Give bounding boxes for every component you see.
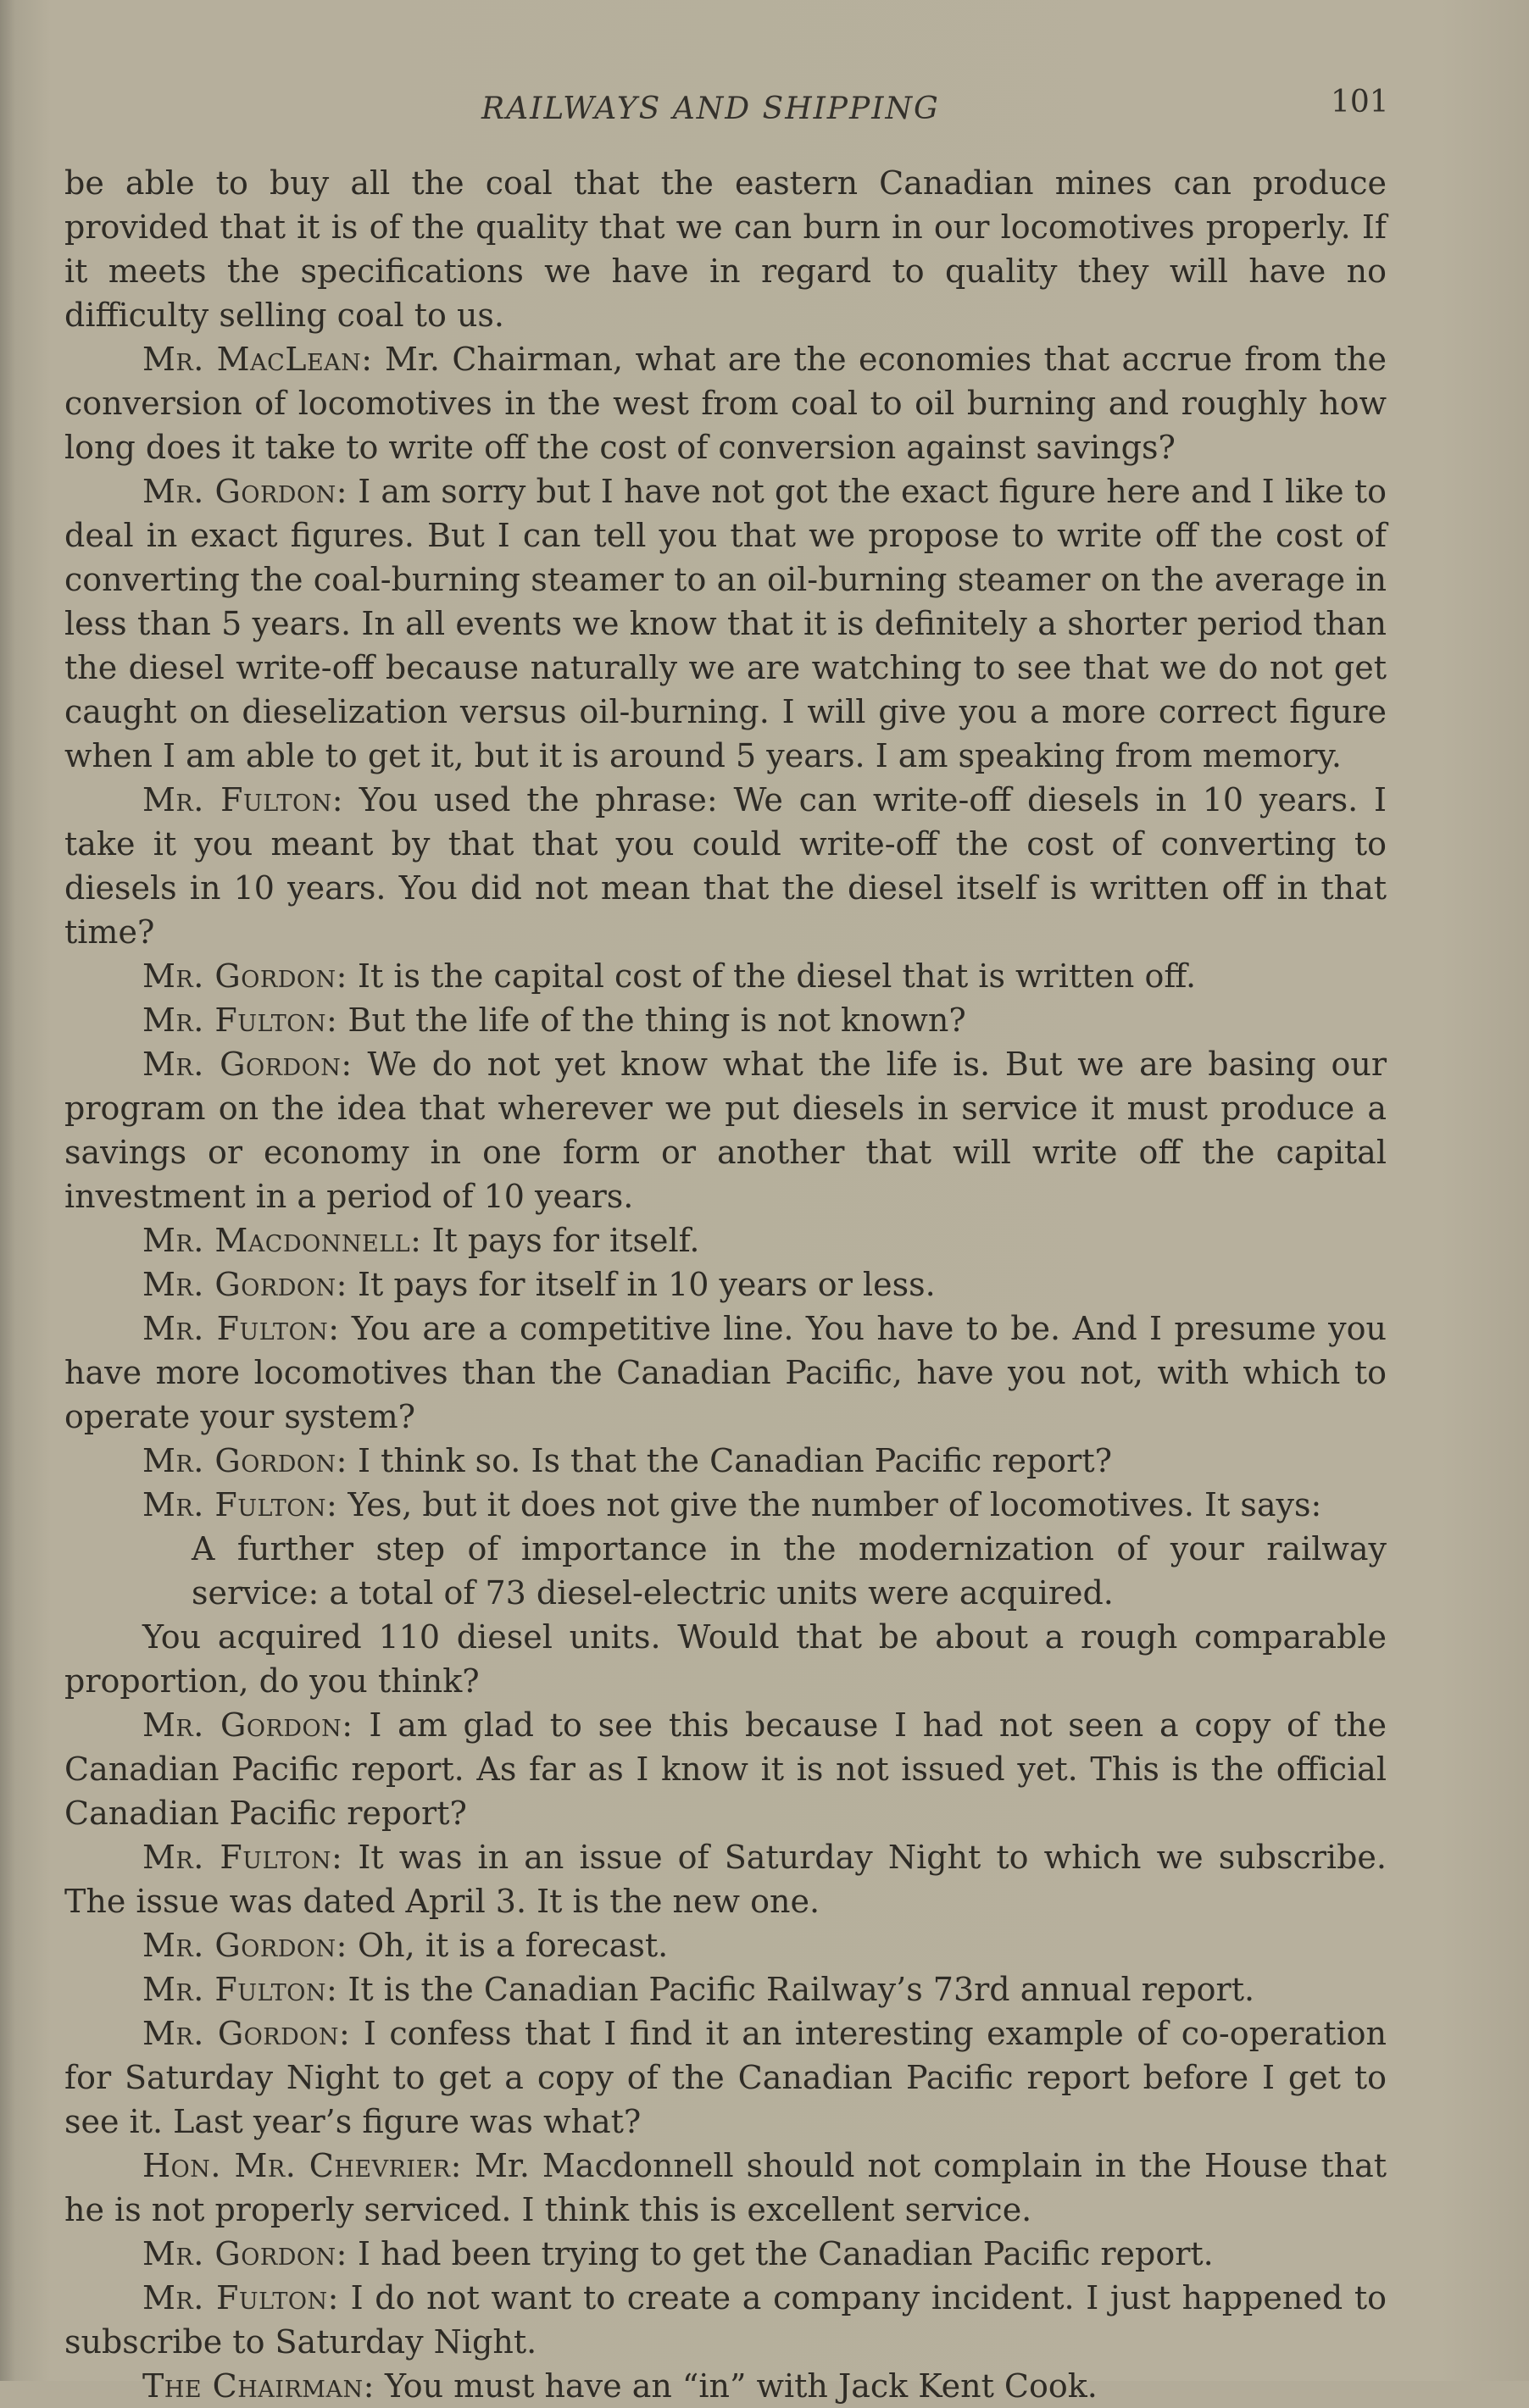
paragraph-7 (64, 1218, 1387, 1262)
paragraph-text: Oh, it is a forecast. (358, 1927, 669, 1964)
paragraph-text: I do not want to create a company incident. I just happened to subscribe to Saturday Night. (64, 2279, 1387, 2361)
speaker-name: Mr. Fulton: (142, 1971, 338, 2008)
speaker-name: Mr. Gordon: (142, 2015, 351, 2052)
paragraph-5 (64, 998, 1387, 1042)
paragraph-3 (64, 778, 1387, 954)
paragraph-text: But the life of the thing is not known? (348, 1001, 966, 1039)
paragraph-text: We do not yet know what the life is. But we are basing our program on the idea that wherever we put diesels in service it must produce a savings or economy in one form or another that will write off the capital investment in a period of 10 years. (64, 1046, 1387, 1215)
speaker-name: Mr. Fulton: (142, 2279, 339, 2316)
speaker-name: Mr. Gordon: (142, 1266, 348, 1303)
paragraph-10 (64, 1439, 1387, 1483)
paragraph-text: It is the capital cost of the diesel that is written off. (358, 957, 1197, 995)
paragraph-9 (64, 1307, 1387, 1439)
speaker-name: Mr. Fulton: (142, 1839, 343, 1876)
paragraph-text: It was in an issue of Saturday Night to which we subscribe. The issue was dated April 3. It is the new one. (64, 1839, 1387, 1920)
paragraph-text: Yes, but it does not give the number of locomotives. It says: (348, 1486, 1322, 1523)
paragraph-text: be able to buy all the coal that the eastern Canadian mines can produce provided that it is of the quality that we can burn in our locomotives properly. If it meets the specifications we have in regard to quality they will have no difficulty selling coal to us. (64, 164, 1387, 334)
paragraph-2 (64, 469, 1387, 778)
paragraph-text: Mr. Chairman, what are the economies that accrue from the conversion of locomotives in the west from coal to oil burning and roughly how long does it take to write off the cost of conversion against savings? (64, 341, 1387, 466)
paragraph-text: It pays for itself. (431, 1222, 700, 1259)
page-number: 101 (1331, 85, 1389, 119)
speaker-name: Mr. Fulton: (142, 1486, 338, 1523)
paragraph-8 (64, 1262, 1387, 1307)
speaker-name: The Chairman: (142, 2367, 375, 2405)
speaker-name: Mr. Fulton: (142, 1001, 338, 1039)
paragraph-text: Mr. Macdonnell should not complain in the House that he is not properly serviced. I think this is excellent service. (64, 2147, 1387, 2228)
paragraph-1 (64, 337, 1387, 469)
block-quote (64, 1527, 1387, 1615)
paragraph-13 (64, 1615, 1387, 1703)
speaker-name: Mr. Gordon: (142, 1927, 348, 1964)
transcript-body (64, 161, 1387, 2408)
speaker-name: Mr. Macdonnell: (142, 1222, 422, 1259)
paragraph-17 (64, 1967, 1387, 2011)
paragraph-11 (64, 1483, 1387, 1527)
speaker-name: Mr. Fulton: (142, 1310, 340, 1347)
paragraph-text: It is the Canadian Pacific Railway’s 73rd annual report. (348, 1971, 1255, 2008)
page-header (0, 85, 1529, 136)
speaker-name: Mr. Gordon: (142, 957, 348, 995)
speaker-name: Mr. Fulton: (142, 781, 344, 818)
paragraph-4 (64, 954, 1387, 998)
paragraph-16 (64, 1923, 1387, 1967)
paragraph-20 (64, 2232, 1387, 2276)
paragraph-text: You acquired 110 diesel units. Would that be about a rough comparable proportion, do you think? (64, 1618, 1387, 1700)
paragraph-text: I think so. Is that the Canadian Pacific report? (358, 1442, 1112, 1479)
paragraph-text: I am sorry but I have not got the exact figure here and I like to deal in exact figures. But I can tell you that we propose to write off the cost of converting the coal-burning steamer to an oil-burning steamer on the average in less than 5 years. In all events we know that it is definitely a shorter period than the diesel write-off because naturally we are watching to see that we do not get caught on dieselization versus oil-burning. I will give you a more correct figure when I am able to get it, but it is around 5 years. I am speaking from memory. (64, 473, 1387, 774)
paragraph-19 (64, 2144, 1387, 2232)
paragraph-18 (64, 2011, 1387, 2144)
paragraph-15 (64, 1835, 1387, 1923)
paragraph-text: You are a competitive line. You have to be. And I presume you have more locomotives than the Canadian Pacific, have you not, with which to operate your system? (64, 1310, 1387, 1435)
paragraph-text: I am glad to see this because I had not seen a copy of the Canadian Pacific report. As far as I know it is not issued yet. This is the official Canadian Pacific report? (64, 1706, 1387, 1832)
paragraph-text: I had been trying to get the Canadian Pacific report. (358, 2235, 1214, 2272)
quote-text: A further step of importance in the modernization of your railway service: a total of 73 diesel-electric units were acquired. (192, 1530, 1387, 1612)
speaker-name: Hon. Mr. Chevrier: (142, 2147, 462, 2184)
speaker-name: Mr. Gordon: (142, 2235, 348, 2272)
speaker-name: Mr. Gordon: (142, 473, 348, 510)
paragraph-22 (64, 2364, 1387, 2408)
speaker-name: Mr. MacLean: (142, 341, 373, 378)
running-title: RAILWAYS AND SHIPPING (481, 92, 940, 126)
paragraph-14 (64, 1703, 1387, 1835)
paragraph-text: It pays for itself in 10 years or less. (358, 1266, 936, 1303)
paragraph-text: You used the phrase: We can write-off diesels in 10 years. I take it you meant by that that you could write-off the cost of converting to diesels in 10 years. You did not mean that the diesel itself is written off in that time? (64, 781, 1387, 951)
paragraph-6 (64, 1042, 1387, 1218)
paragraph-0 (64, 161, 1387, 337)
paragraph-text: I confess that I find it an interesting example of co-operation for Saturday Night to get a copy of the Canadian Pacific report before I get to see it. Last year’s figure was what? (64, 2015, 1387, 2140)
paragraph-21 (64, 2276, 1387, 2364)
paragraph-text: You must have an “in” with Jack Kent Cook. (384, 2367, 1098, 2405)
speaker-name: Mr. Gordon: (142, 1706, 353, 1744)
speaker-name: Mr. Gordon: (142, 1442, 348, 1479)
speaker-name: Mr. Gordon: (142, 1046, 353, 1083)
